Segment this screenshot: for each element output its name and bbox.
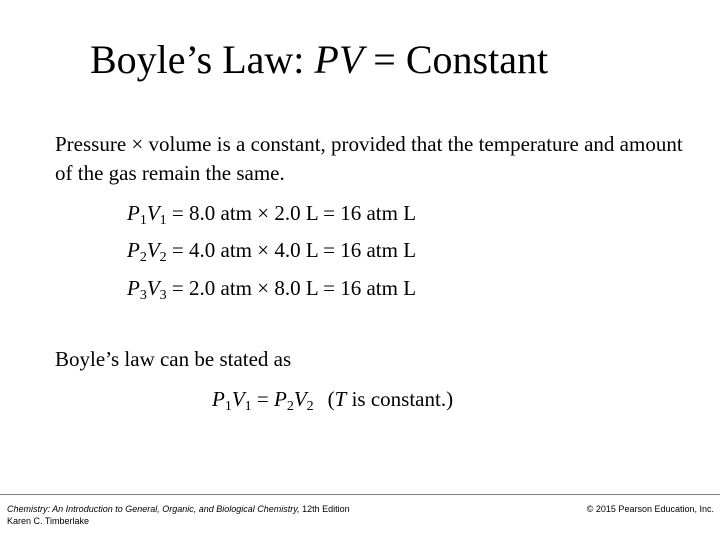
equation-2-v: V (146, 238, 160, 262)
equation-2-v-sub: 2 (159, 250, 167, 265)
equation-2-p: P (127, 238, 140, 262)
title-formula: PV (314, 37, 364, 82)
title-prefix: Boyle’s Law: (90, 37, 315, 82)
law-note-var: T (334, 387, 347, 411)
equation-2-rhs: = 4.0 atm × 4.0 L = 16 atm L (166, 238, 417, 262)
equation-1 (127, 200, 416, 226)
equation-3-v-sub: 3 (159, 288, 167, 303)
title-suffix: = Constant (363, 37, 549, 82)
law-note-rest: is constant.) (346, 387, 454, 411)
footer-author: Karen C. Timberlake (7, 516, 90, 526)
footer-book-title: Chemistry: An Introduction to General, Organic, and Biological Chemistry, (7, 504, 300, 514)
equation-3-p-sub: 3 (139, 288, 147, 303)
equation-3-p: P (127, 276, 140, 300)
law-v2: V (293, 387, 307, 411)
equation-2 (127, 237, 416, 263)
law-p1-sub: 1 (224, 399, 232, 414)
equation-1-rhs: = 8.0 atm × 2.0 L = 16 atm L (166, 201, 417, 225)
law-equals: = (251, 387, 274, 411)
law-v2-sub: 2 (306, 399, 314, 414)
equation-3 (127, 275, 416, 301)
law-p2-sub: 2 (286, 399, 294, 414)
footer-edition: 12th Edition (299, 504, 350, 514)
equation-2-p-sub: 2 (139, 250, 147, 265)
footer-divider (0, 494, 720, 495)
equation-1-p: P (127, 201, 140, 225)
equation-1-v-sub: 1 (159, 213, 167, 228)
footer-book-line (7, 503, 350, 515)
footer-copyright: © 2015 Pearson Education, Inc. (586, 504, 714, 514)
law-v1: V (231, 387, 245, 411)
equation-1-p-sub: 1 (139, 213, 147, 228)
law-note-open: ( (327, 387, 335, 411)
intro-text: Pressure × volume is a constant, provided that the temperature and amount of the gas remain the same. (55, 132, 683, 185)
law-v1-sub: 1 (244, 399, 252, 414)
footer-citation (7, 503, 350, 527)
law-p2: P (274, 387, 287, 411)
equation-3-rhs: = 2.0 atm × 8.0 L = 16 atm L (166, 276, 417, 300)
equation-1-v: V (146, 201, 160, 225)
law-p1: P (212, 387, 225, 411)
boyles-law-formula (212, 386, 453, 412)
equation-3-v: V (146, 276, 160, 300)
stated-text: Boyle’s law can be stated as (55, 347, 292, 371)
slide-title (90, 36, 548, 84)
